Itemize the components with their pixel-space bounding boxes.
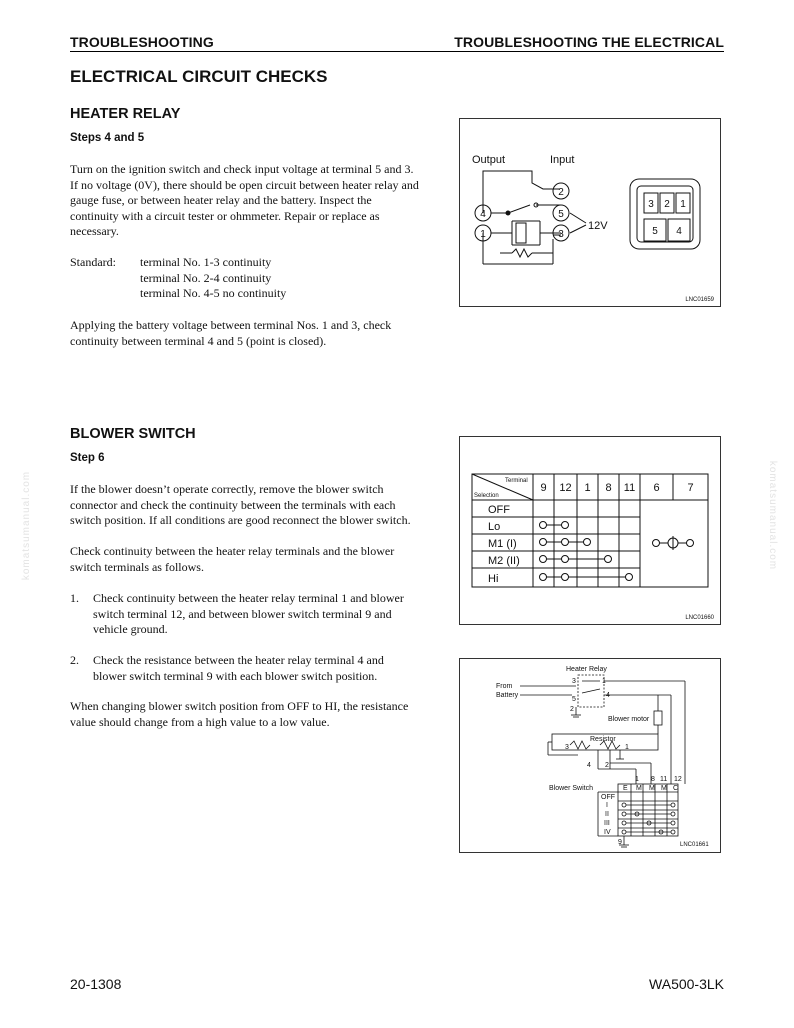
wire [483, 171, 560, 213]
figure-code: LNC01661 [680, 842, 709, 848]
blower-circuit-figure [459, 658, 721, 853]
column-header: 8 [605, 482, 612, 494]
text-line: gauge fuse, or between heater relay and the battery. Inspect the [70, 193, 372, 207]
column-header: 12 [559, 482, 572, 494]
blower-switch-heading: BLOWER SWITCH [70, 426, 196, 442]
figure-code: LNC01659 [685, 297, 714, 303]
terminal-label: 4 [606, 692, 610, 699]
watermark-right: komatsumanual.com [767, 460, 779, 571]
text-line: continuity between terminal 4 and 5 (point is closed). [70, 333, 327, 348]
blower-paragraph-1 [70, 482, 445, 529]
corner-bottom-label: Selection [474, 493, 499, 499]
standard-block [70, 255, 286, 302]
text-line: continuity with a circuit tester or ohmmeter. Repair or replace as [70, 208, 380, 223]
terminal-label: 1 [602, 678, 606, 685]
column-header: 7 [687, 482, 694, 494]
step-heading: Step 6 [70, 452, 105, 464]
text-line: Turn on the ignition switch and check input voltage at terminal 5 and 3. [70, 162, 414, 176]
standard-label: Standard: [70, 255, 116, 269]
wire [570, 225, 586, 233]
switch-pivot [506, 211, 510, 215]
switch-column: C [673, 785, 679, 792]
continuity-table-diagram [460, 437, 720, 624]
switch-column: M [661, 785, 667, 792]
column-header: 9 [540, 482, 547, 494]
text-line: switch terminals as follows. [70, 559, 204, 574]
connector-pin-label: 1 [680, 199, 686, 210]
text-line: necessary. [70, 224, 119, 238]
list-number: 1. [70, 591, 79, 605]
standard-line: terminal No. 1-3 continuity [140, 255, 272, 269]
from-label: From [496, 683, 513, 690]
blower-paragraph-2 [70, 544, 445, 575]
switch-row: II [605, 811, 609, 818]
heater-relay-label: Heater Relay [566, 666, 607, 673]
terminal-label: 2 [570, 706, 574, 713]
text-line: Check the resistance between the heater relay terminal 4 and [93, 653, 384, 667]
row-label: Lo [488, 521, 501, 533]
list-item [70, 653, 445, 684]
terminal-label: 3 [565, 744, 569, 751]
switch-column: M [636, 785, 642, 792]
terminal-label: 4 [587, 762, 591, 769]
text-line: switch position. If all conditions are good reconnect the blower switch. [70, 513, 411, 527]
heater-relay-figure [459, 118, 721, 307]
row-label: Hi [488, 573, 499, 585]
row-label: M1 (I) [488, 538, 517, 550]
terminal-label: 5 [558, 209, 564, 220]
terminal-label: 12 [674, 776, 682, 783]
terminal-label: 2 [605, 762, 609, 769]
connector-pin-label: 4 [676, 226, 682, 237]
wire [570, 213, 586, 223]
list-number: 2. [70, 653, 79, 667]
standard-table [70, 255, 286, 302]
battery-paragraph [70, 318, 445, 349]
output-label: Output [472, 154, 506, 166]
switch-row: III [604, 820, 610, 827]
figure-code: LNC01660 [685, 615, 714, 621]
heater-relay-diagram [460, 119, 720, 306]
terminal-label: 1 [625, 744, 629, 751]
input-label: Input [550, 154, 575, 166]
header-rule [70, 51, 724, 52]
blower-table-figure [459, 436, 721, 625]
switch-column: E [623, 785, 628, 792]
terminal-label: 5 [572, 696, 576, 703]
model-code: WA500-3LK [649, 976, 724, 992]
switch-row: I [606, 802, 608, 809]
terminal-label: 3 [572, 678, 576, 685]
terminal-label: 4 [480, 209, 486, 220]
terminal-label: 11 [660, 776, 668, 783]
standard-line: terminal No. 2-4 continuity [140, 270, 272, 285]
column-header: 11 [623, 482, 636, 494]
corner-top-label: Terminal [505, 478, 528, 484]
watermark-left: komatsumanual.com [21, 470, 33, 581]
terminal-label: 3 [558, 229, 564, 240]
text-line: switch terminal 12, and between blower switch terminal 9 and [93, 606, 392, 621]
terminal-label: 1 [480, 229, 486, 240]
battery-label: Battery [496, 692, 519, 699]
text-line: Check continuity between the heater relay terminal 1 and blower [93, 591, 404, 605]
connector-pin-label: 5 [652, 226, 658, 237]
row-label: OFF [488, 504, 510, 516]
switch-column: M [649, 785, 655, 792]
text-line: If no voltage (0V), there should be open circuit between heater relay and [70, 177, 419, 192]
column-header: 6 [653, 482, 660, 494]
blower-circuit-diagram [460, 659, 720, 852]
row-label: M2 (II) [488, 555, 520, 567]
page-title: ELECTRICAL CIRCUIT CHECKS [70, 67, 328, 86]
list-item [70, 591, 445, 638]
steps-heading: Steps 4 and 5 [70, 132, 145, 144]
resistor-symbol [512, 249, 532, 257]
voltage-label: 12V [588, 220, 608, 232]
terminal-label: 9 [618, 839, 622, 846]
text-line: Applying the battery voltage between terminal Nos. 1 and 3, check [70, 318, 392, 332]
connector-face [637, 186, 693, 242]
switch-blade [508, 205, 530, 213]
page-number: 20-1308 [70, 976, 122, 992]
closing-paragraph [70, 699, 445, 730]
connector-pin-label: 2 [664, 199, 670, 210]
terminal-label: 8 [651, 776, 655, 783]
connector-pin-label: 3 [648, 199, 654, 210]
text-line: connector and check the continuity between the terminals with each [70, 497, 396, 512]
blower-switch-label: Blower Switch [549, 785, 593, 792]
relay-coil [516, 223, 526, 243]
column-header: 1 [584, 482, 591, 494]
text-line: vehicle ground. [93, 622, 168, 636]
header-section-right: TROUBLESHOOTING THE ELECTRICAL [454, 34, 724, 50]
heater-relay-heading: HEATER RELAY [70, 106, 181, 122]
terminal-label: 2 [558, 187, 564, 198]
switch-row: OFF [601, 794, 615, 801]
text-line: When changing blower switch position from OFF to HI, the resistance [70, 699, 409, 713]
heater-relay-paragraph [70, 162, 445, 240]
text-line: Check continuity between the heater relay terminals and the blower [70, 544, 395, 558]
resistor-label: Resistor [590, 736, 616, 743]
standard-line: terminal No. 4-5 no continuity [140, 286, 287, 300]
switch-row: IV [604, 829, 611, 836]
terminal-label: 1 [635, 776, 639, 783]
blower-motor-label: Blower motor [608, 716, 650, 723]
text-line: If the blower doesn’t operate correctly, remove the blower switch [70, 482, 384, 496]
text-line: value should change from a high value to a low value. [70, 714, 330, 729]
header-section-left: TROUBLESHOOTING [70, 34, 214, 50]
text-line: blower switch terminal 9 with each blower switch position. [93, 668, 378, 683]
